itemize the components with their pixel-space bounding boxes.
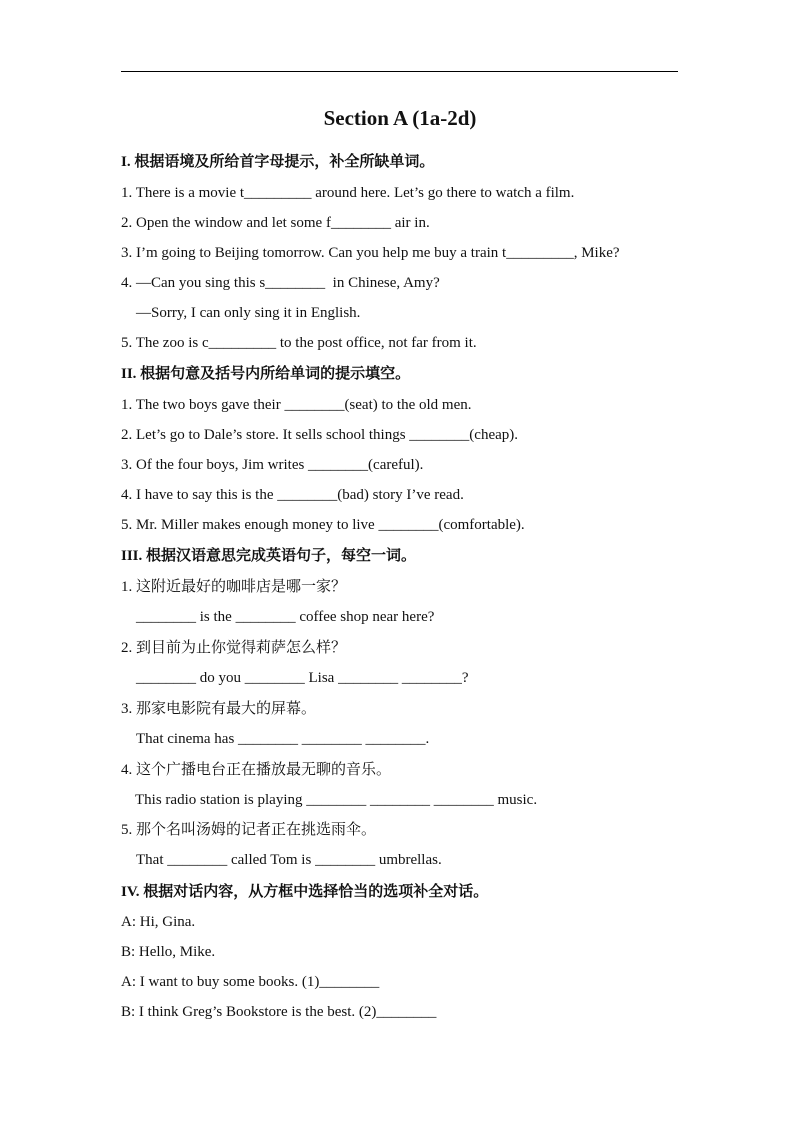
exercise-line: 4. —Can you sing this s________ in Chinese, Amy? (121, 275, 440, 291)
exercise-line: 2. Open the window and let some f________ air in. (121, 215, 430, 231)
exercise-line: ________ do you ________ Lisa ________ ________? (136, 670, 469, 686)
exercise-line: 3. 那家电影院有最大的屏幕。 (121, 701, 317, 717)
top-rule (121, 71, 678, 72)
section-heading-1: I. 根据语境及所给首字母提示，补全所缺单词。 (121, 154, 435, 170)
exercise-line: 5. The zoo is c_________ to the post office, not far from it. (121, 335, 477, 351)
page-title: Section A (1a-2d) (323, 106, 477, 130)
exercise-line: 1. 这附近最好的咖啡店是哪一家？ (121, 579, 347, 595)
exercise-line: 2. Let’s go to Dale’s store. It sells school things ________(cheap). (121, 427, 519, 443)
section-heading-4: IV. 根据对话内容，从方框中选择恰当的选项补全对话。 (121, 884, 489, 900)
dialogue-line: B: I think Greg’s Bookstore is the best. (2)________ (121, 1004, 437, 1020)
exercise-line: 2. 到目前为止你觉得莉萨怎么样？ (121, 640, 347, 656)
exercise-line: 3. I’m going to Beijing tomorrow. Can you help me buy a train t_________, Mike? (121, 245, 620, 261)
exercise-line: 3. Of the four boys, Jim writes ________(careful). (121, 457, 424, 473)
exercise-line: 1. The two boys gave their ________(seat) to the old men. (121, 397, 472, 413)
section-heading-2: II. 根据句意及括号内所给单词的提示填空。 (121, 366, 411, 382)
dialogue-line: A: Hi, Gina. (121, 914, 196, 930)
exercise-line: That cinema has ________ ________ ________. (136, 731, 430, 747)
exercise-line: 5. 那个名叫汤姆的记者正在挑选雨伞。 (121, 822, 377, 838)
exercise-line: 1. There is a movie t_________ around here. Let’s go there to watch a film. (121, 185, 575, 201)
exercise-line: ________ is the ________ coffee shop near here? (136, 609, 435, 625)
exercise-line: 5. Mr. Miller makes enough money to live ________(comfortable). (121, 517, 525, 533)
exercise-line: 4. I have to say this is the ________(bad) story I’ve read. (121, 487, 464, 503)
exercise-line: —Sorry, I can only sing it in English. (136, 305, 361, 321)
exercise-line: That ________ called Tom is ________ umbrellas. (136, 852, 442, 868)
dialogue-line: B: Hello, Mike. (121, 944, 216, 960)
section-heading-3: III. 根据汉语意思完成英语句子，每空一词。 (121, 548, 417, 564)
exercise-line: This radio station is playing ________ ________ ________ music. (135, 792, 538, 808)
dialogue-line: A: I want to buy some books. (1)________ (121, 974, 380, 990)
exercise-line: 4. 这个广播电台正在播放最无聊的音乐。 (121, 762, 392, 778)
